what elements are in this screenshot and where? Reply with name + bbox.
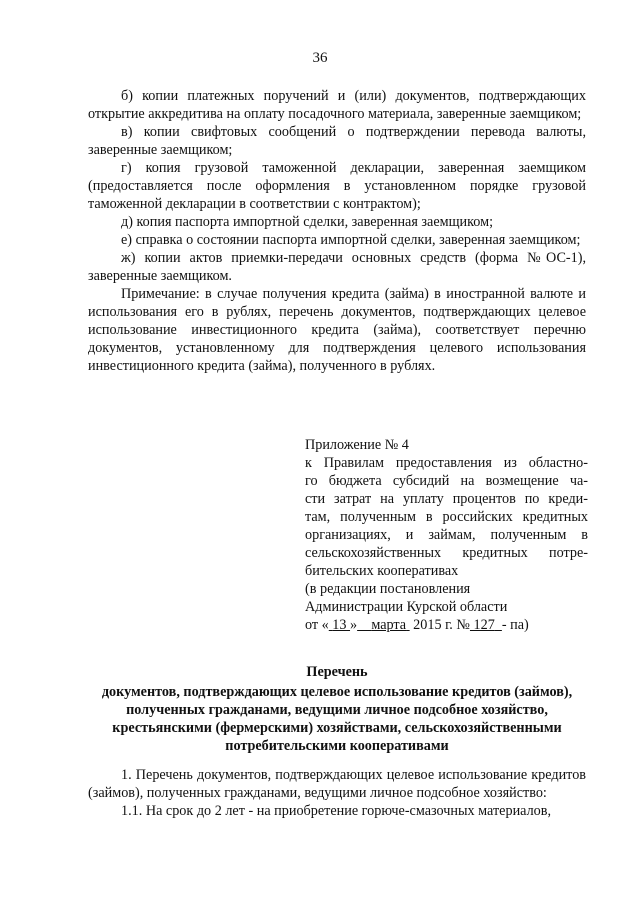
title-rest: документов, подтверждающих целевое использование кредитов (займов), полученных гражданами, ведущими личное подсобное хозяйство, крестьянскими (фермерскими) хозяйствами, сельскохозяйственными потребительскими кооперативами bbox=[101, 684, 573, 754]
list-item-e: е) справка о состоянии паспорта импортной сделки, заверенная заемщиком; bbox=[121, 232, 581, 248]
appendix-line: бительских кооперативах bbox=[305, 563, 459, 579]
date-month: марта bbox=[371, 617, 407, 633]
date-number: 127 bbox=[473, 617, 495, 633]
date-prefix: от « bbox=[305, 617, 329, 633]
section-block bbox=[88, 766, 586, 820]
appendix-heading: Приложение № 4 bbox=[305, 437, 409, 453]
page-number: 36 bbox=[312, 50, 328, 66]
document-title bbox=[88, 663, 586, 755]
note-paragraph: Примечание: в случае получения кредита (займа) в иностранной валюте и использования его в рублях, перечень документов, подтверждающих целевое использование инвестиционного кредита (займа), соответствует перечню документов, установленному для подтверждения целевого использования инвестиционного кредита (займа), полученного в рублях. bbox=[88, 286, 586, 374]
section-1: 1. Перечень документов, подтверждающих целевое использование кредитов (займов), полученных гражданами, ведущими личное подсобное хозяйство: bbox=[88, 767, 586, 801]
section-1-1: 1.1. На срок до 2 лет - на приобретение горюче-смазочных материалов, bbox=[121, 803, 552, 819]
appendix-line: сельскохозяйственных кредитных потре- bbox=[305, 545, 588, 561]
date-day: 13 bbox=[332, 617, 347, 633]
appendix-date-line bbox=[305, 616, 588, 634]
appendix-line: к Правилам предоставления из областно- bbox=[305, 455, 588, 471]
date-suffix: - па) bbox=[501, 617, 529, 633]
appendix-block bbox=[305, 436, 588, 634]
list-item-v: в) копии свифтовых сообщений о подтверждении перевода валюты, заверенные заемщиком; bbox=[88, 124, 586, 158]
list-item-d: д) копия паспорта импортной сделки, заверенная заемщиком; bbox=[121, 214, 494, 230]
list-item-g: г) копия грузовой таможенной декларации, заверенная заемщиком (предоставляется после оформления в установленном порядке грузовой таможенной декларации в соответствии с контрактом); bbox=[88, 160, 586, 212]
appendix-line: сти затрат на уплату процентов по креди- bbox=[305, 491, 588, 507]
title-line-1: Перечень bbox=[306, 664, 368, 680]
appendix-line: Администрации Курской области bbox=[305, 599, 508, 615]
appendix-line: (в редакции постановления bbox=[305, 581, 471, 597]
list-item-b: б) копии платежных поручений и (или) документов, подтверждающих открытие аккредитива на оплату посадочного материала, заверенные заемщиком; bbox=[88, 88, 586, 122]
date-year: 2015 г. № bbox=[413, 617, 470, 633]
appendix-line: там, полученным в российских кредитных bbox=[305, 509, 588, 525]
document-list-block bbox=[88, 87, 586, 375]
list-item-zh: ж) копии актов приемки-передачи основных средств (форма №ОС-1), заверенные заемщиком. bbox=[88, 250, 586, 284]
appendix-line: организациях, и займам, полученным в bbox=[305, 527, 588, 543]
appendix-line: го бюджета субсидий на возмещение ча- bbox=[305, 473, 588, 489]
date-mid: » bbox=[350, 617, 358, 633]
